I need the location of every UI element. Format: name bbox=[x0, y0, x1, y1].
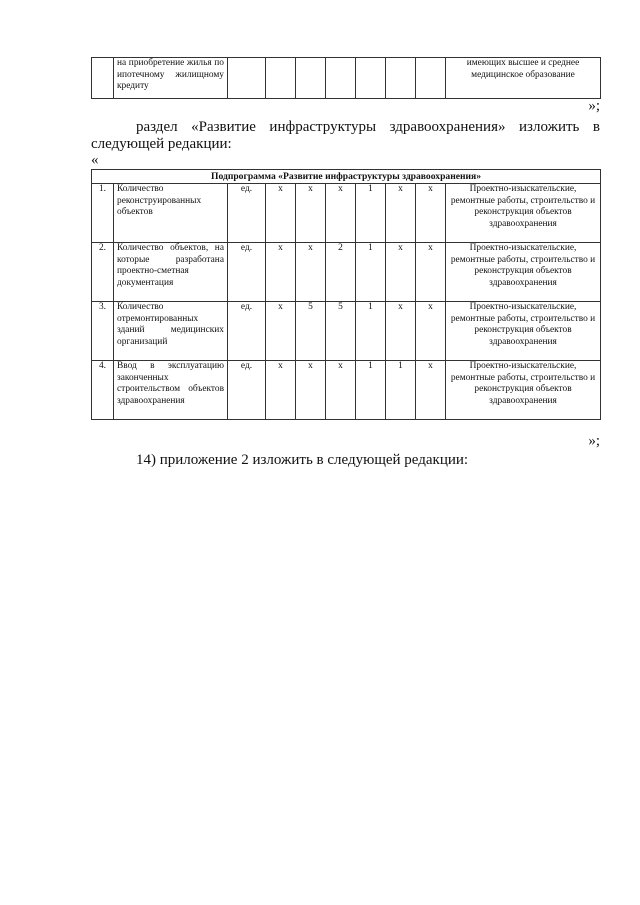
row-number-cell: 2. bbox=[92, 243, 114, 302]
table-body bbox=[92, 184, 601, 420]
value-cell: x bbox=[416, 302, 446, 361]
row-unit-cell: ед. bbox=[228, 243, 266, 302]
value-cell bbox=[266, 58, 296, 99]
value-cell bbox=[356, 58, 386, 99]
value-cell: 1 bbox=[356, 361, 386, 420]
row-number-cell: 4. bbox=[92, 361, 114, 420]
table-row bbox=[92, 243, 601, 302]
table-row bbox=[92, 184, 601, 243]
row-unit-cell: ед. bbox=[228, 184, 266, 243]
value-cell: x bbox=[266, 243, 296, 302]
row-unit-cell: ед. bbox=[228, 361, 266, 420]
row-desc-cell: Количество реконструированных объектов bbox=[114, 184, 228, 243]
paragraph-2: 14) приложение 2 изложить в следующей редакции: bbox=[136, 452, 469, 468]
value-cell: x bbox=[386, 302, 416, 361]
row-note-cell: Проектно-изыскательские, ремонтные работы, строительство и реконструкция объектов здравоохранения bbox=[446, 361, 601, 420]
value-cell: 1 bbox=[386, 361, 416, 420]
value-cell: x bbox=[296, 184, 326, 243]
value-cell: x bbox=[296, 243, 326, 302]
table-header-row bbox=[92, 170, 601, 184]
top-table bbox=[91, 57, 601, 99]
closing-quote-1: »; bbox=[588, 98, 600, 114]
value-cell: 5 bbox=[296, 302, 326, 361]
value-cell: x bbox=[386, 184, 416, 243]
row-desc-cell: Ввод в эксплуатацию законченных строительством объектов здравоохранения bbox=[114, 361, 228, 420]
row-number-cell bbox=[92, 58, 114, 99]
value-cell bbox=[416, 58, 446, 99]
value-cell: 1 bbox=[356, 302, 386, 361]
closing-quote-2: »; bbox=[588, 433, 600, 449]
value-cell: x bbox=[416, 184, 446, 243]
value-cell: 1 bbox=[356, 243, 386, 302]
row-desc-cell: Количество отремонтированных зданий медицинских организаций bbox=[114, 302, 228, 361]
subprogram-header: Подпрограмма «Развитие инфраструктуры здравоохранения» bbox=[92, 170, 601, 184]
row-number-cell: 1. bbox=[92, 184, 114, 243]
value-cell: x bbox=[386, 243, 416, 302]
row-note-cell: Проектно-изыскательские, ремонтные работы, строительство и реконструкция объектов здравоохранения bbox=[446, 243, 601, 302]
value-cell: x bbox=[266, 184, 296, 243]
infrastructure-table bbox=[91, 169, 601, 420]
value-cell bbox=[296, 58, 326, 99]
value-cell: x bbox=[266, 361, 296, 420]
row-unit-cell: ед. bbox=[228, 302, 266, 361]
table-row bbox=[92, 361, 601, 420]
opening-quote: « bbox=[91, 152, 99, 168]
value-cell: x bbox=[296, 361, 326, 420]
paragraph-1-line-2: следующей редакции: bbox=[91, 136, 232, 152]
row-desc-cell: на приобретение жилья по ипотечному жилищному кредиту bbox=[114, 58, 228, 99]
value-cell: x bbox=[326, 184, 356, 243]
value-cell: x bbox=[416, 361, 446, 420]
row-number-cell: 3. bbox=[92, 302, 114, 361]
value-cell bbox=[326, 58, 356, 99]
table-row bbox=[92, 302, 601, 361]
value-cell: 5 bbox=[326, 302, 356, 361]
value-cell: x bbox=[416, 243, 446, 302]
value-cell: x bbox=[326, 361, 356, 420]
value-cell bbox=[228, 58, 266, 99]
value-cell: 1 bbox=[356, 184, 386, 243]
row-note-cell: имеющих высшее и среднее медицинское образование bbox=[446, 58, 601, 99]
row-desc-cell: Количество объектов, на которые разработана проектно-сметная документация bbox=[114, 243, 228, 302]
value-cell bbox=[386, 58, 416, 99]
value-cell: x bbox=[266, 302, 296, 361]
paragraph-1-line-1: раздел «Развитие инфраструктуры здравоохранения» изложить в bbox=[136, 119, 600, 135]
value-cell: 2 bbox=[326, 243, 356, 302]
row-note-cell: Проектно-изыскательские, ремонтные работы, строительство и реконструкция объектов здравоохранения bbox=[446, 184, 601, 243]
row-note-cell: Проектно-изыскательские, ремонтные работы, строительство и реконструкция объектов здравоохранения bbox=[446, 302, 601, 361]
table-row bbox=[92, 58, 601, 99]
